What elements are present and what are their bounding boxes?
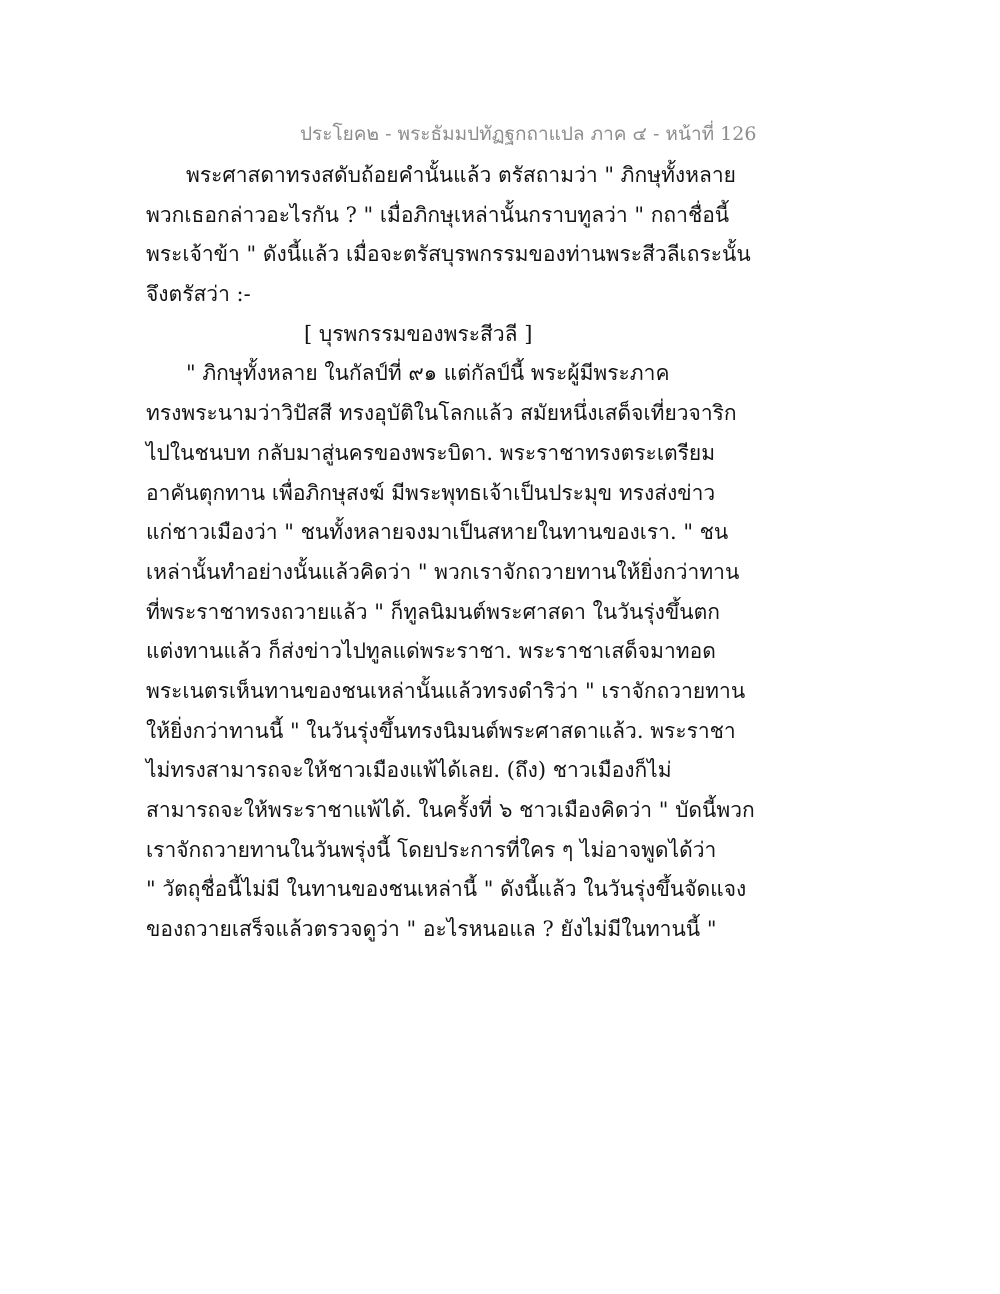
text-line: " ภิกษุทั้งหลาย ในกัลป์ที่ ๙๑ แต่กัลป์นี้ พระผู้มีพระภาค [186,361,670,386]
text-line: สามารถจะให้พระราชาแพ้ได้. ในครั้งที่ ๖ ชาวเมืองคิดว่า " บัดนี้พวก [146,798,755,822]
text-line: ทรงพระนามว่าวิปัสสี ทรงอุบัติในโลกแล้ว สมัยหนึ่งเสด็จเที่ยวจาริก [146,401,737,426]
text-line: แต่งทานแล้ว ก็ส่งข่าวไปทูลแด่พระราชา. พระราชาเสด็จมาทอด [146,639,716,664]
body-text [146,156,755,950]
text-line: แก่ชาวเมืองว่า " ชนทั้งหลายจงมาเป็นสหายในทานของเรา. " ชน [146,520,729,545]
text-line: ที่พระราชาทรงถวายแล้ว " ก็ทูลนิมนต์พระศาสดา ในวันรุ่งขึ้นตก [146,599,720,624]
text-line: จึงตรัสว่า :- [146,282,251,307]
text-line: " วัตถุชื่อนี้ไม่มี ในทานของชนเหล่านี้ " ดังนี้แล้ว ในวันรุ่งขึ้นจัดแจง [146,877,747,902]
text-line: พระเนตรเห็นทานของชนเหล่านั้นแล้วทรงดำริว่า " เราจักถวายทาน [146,678,746,703]
text-line: พวกเธอกล่าวอะไรกัน ? " เมื่อภิกษุเหล่านั้นกราบทูลว่า " กถาชื่อนี้ [146,202,730,227]
text-line: เหล่านั้นทำอย่างนั้นแล้วคิดว่า " พวกเราจักถวายทานให้ยิ่งกว่าทาน [146,559,740,584]
text-line: พระศาสดาทรงสดับถ้อยคำนั้นแล้ว ตรัสถามว่า " ภิกษุทั้งหลาย [186,163,736,187]
running-header: ประโยค๒ - พระธัมมปทัฏฐกถาแปล ภาค ๔ - หน้าที่ 126 [300,123,757,145]
text-line: ไปในชนบท กลับมาสู่นครของพระบิดา. พระราชาทรงตระเตรียม [146,440,716,465]
text-line: ให้ยิ่งกว่าทานนี้ " ในวันรุ่งขึ้นทรงนิมนต์พระศาสดาแล้ว. พระราชา [146,718,736,743]
text-line: เราจักถวายทานในวันพรุ่งนี้ โดยประการที่ใคร ๆ ไม่อาจพูดได้ว่า [146,837,717,862]
text-line: ของถวายเสร็จแล้วตรวจดูว่า " อะไรหนอแล ? ยังไม่มีในทานนี้ " [146,917,717,942]
section-heading: [ บุรพกรรมของพระสีวลี ] [304,321,533,346]
text-line: ไม่ทรงสามารถจะให้ชาวเมืองแพ้ได้เลย. (ถึง) ชาวเมืองก็ไม่ [146,758,672,783]
text-line: อาคันตุกทาน เพื่อภิกษุสงฆ์ มีพระพุทธเจ้าเป็นประมุข ทรงส่งข่าว [146,480,716,505]
text-line: พระเจ้าข้า " ดังนี้แล้ว เมื่อจะตรัสบุรพกรรมของท่านพระสีวลีเถระนั้น [146,242,751,267]
